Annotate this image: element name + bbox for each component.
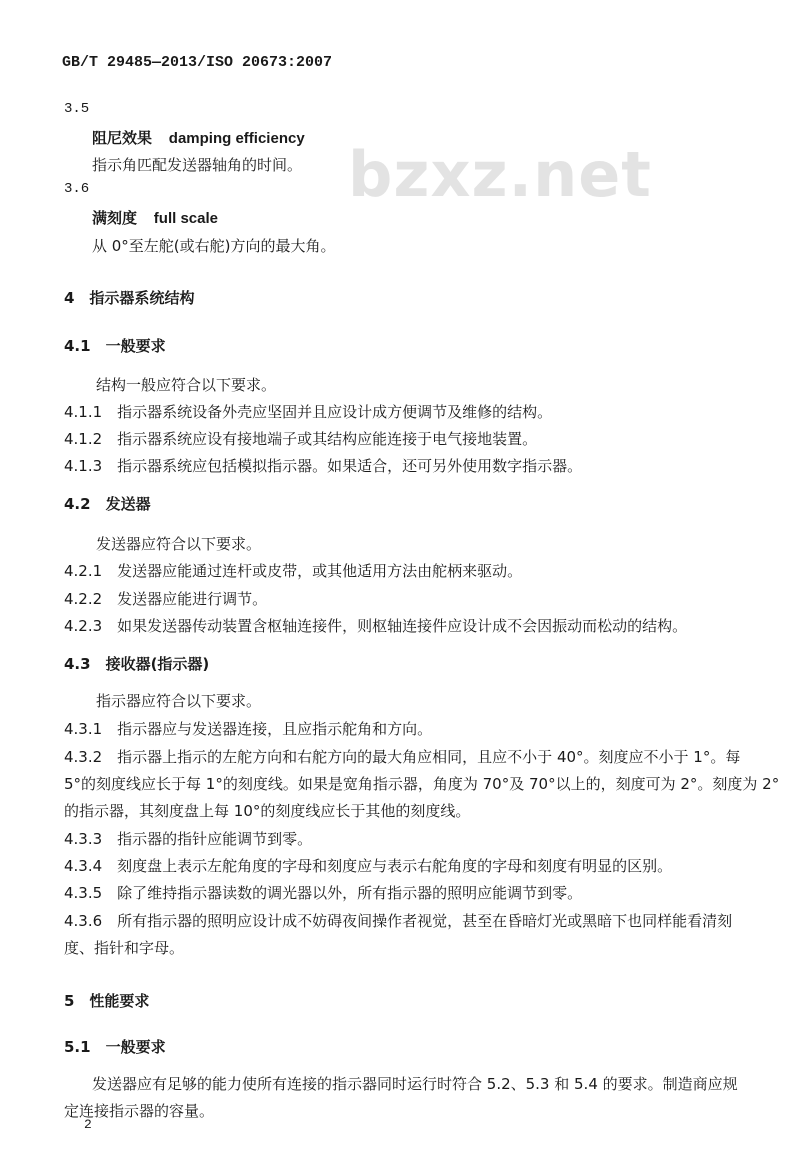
- section-4-heading: 4 指示器系统结构: [64, 289, 195, 307]
- page-number: 2: [84, 1117, 92, 1132]
- clause-3-6-term: [92, 207, 218, 228]
- clause-4-2-1: 4.2.1 发送器应能通过连杆或皮带，或其他适用方法由舵柄来驱动。: [64, 562, 523, 580]
- section-4-1-heading: 4.1 一般要求: [64, 337, 166, 355]
- term-zh: 阻尼效果: [92, 129, 153, 147]
- term-en: damping efficiency: [168, 130, 305, 147]
- clause-3-6-number: 3.6: [64, 181, 90, 197]
- term-en: full scale: [153, 210, 218, 227]
- document-header: GB/T 29485—2013/ISO 20673:2007: [62, 54, 333, 71]
- watermark: bzxz.net: [348, 138, 652, 211]
- clause-4-2-3: 4.2.3 如果发送器传动装置含枢轴连接件，则枢轴连接件应设计成不会因振动而松动的结构。: [64, 617, 688, 635]
- clause-4-3-2-line-1: 4.3.2 指示器上指示的左舵方向和右舵方向的最大角应相同，且应不小于 40°。刻度应不小于 1°。每: [64, 748, 741, 766]
- section-5-1-line-1: 发送器应有足够的能力使所有连接的指示器同时运行时符合 5.2、5.3 和 5.4 的要求。制造商应规: [92, 1075, 738, 1093]
- clause-3-5-term: [92, 127, 305, 148]
- clause-4-1-2: 4.1.2 指示器系统应设有接地端子或其结构应能连接于电气接地装置。: [64, 430, 538, 448]
- clause-3-5-number: 3.5: [64, 101, 90, 117]
- clause-4-1-1: 4.1.1 指示器系统设备外壳应坚固并且应设计成方便调节及维修的结构。: [64, 403, 553, 421]
- clause-4-3-5: 4.3.5 除了维持指示器读数的调光器以外，所有指示器的照明应能调节到零。: [64, 884, 583, 902]
- term-zh: 满刻度: [92, 209, 138, 227]
- clause-4-3-6-line-1: 4.3.6 所有指示器的照明应设计成不妨碍夜间操作者视觉，甚至在昏暗灯光或黑暗下也同样能看清刻: [64, 912, 733, 930]
- clause-4-3-2-line-3: 的指示器，其刻度盘上每 10°的刻度线应长于其他的刻度线。: [64, 802, 471, 820]
- clause-4-3-4: 4.3.4 刻度盘上表示左舵角度的字母和刻度应与表示右舵角度的字母和刻度有明显的区别。: [64, 857, 673, 875]
- section-4-2-heading: 4.2 发送器: [64, 495, 151, 513]
- section-4-1-intro: 结构一般应符合以下要求。: [96, 376, 277, 394]
- clause-4-3-6-line-2: 度、指针和字母。: [64, 939, 185, 957]
- clause-4-1-3: 4.1.3 指示器系统应包括模拟指示器。如果适合，还可另外使用数字指示器。: [64, 457, 583, 475]
- clause-3-5-definition: 指示角匹配发送器轴角的时间。: [92, 156, 303, 174]
- section-5-1-heading: 5.1 一般要求: [64, 1038, 166, 1056]
- section-4-2-intro: 发送器应符合以下要求。: [96, 535, 262, 553]
- clause-4-3-2-line-2: 5°的刻度线应长于每 1°的刻度线。如果是宽角指示器，角度为 70°及 70°以上的，刻度可为 2°。刻度为 2°: [64, 775, 780, 793]
- section-5-1-line-2: 定连接指示器的容量。: [64, 1102, 215, 1120]
- clause-3-6-definition: 从 0°至左舵(或右舵)方向的最大角。: [92, 237, 336, 255]
- section-4-3-heading: 4.3 接收器(指示器): [64, 655, 210, 673]
- clause-4-2-2: 4.2.2 发送器应能进行调节。: [64, 590, 268, 608]
- section-4-3-intro: 指示器应符合以下要求。: [96, 692, 262, 710]
- clause-4-3-1: 4.3.1 指示器应与发送器连接，且应指示舵角和方向。: [64, 720, 433, 738]
- clause-4-3-3: 4.3.3 指示器的指针应能调节到零。: [64, 830, 313, 848]
- section-5-heading: 5 性能要求: [64, 992, 150, 1010]
